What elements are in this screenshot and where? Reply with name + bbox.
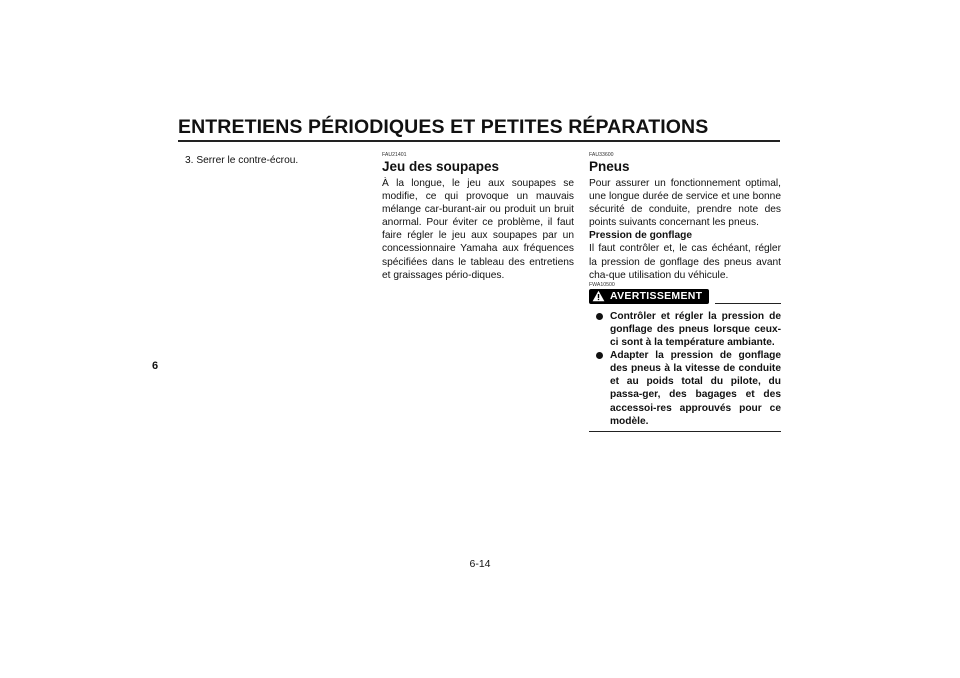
warning-ref-code: FWA10500 (589, 281, 615, 288)
warning-box (589, 282, 781, 432)
warning-header (589, 289, 781, 304)
warning-triangle-icon (592, 290, 605, 302)
page-number: 6-14 (469, 558, 491, 570)
warning-body (589, 307, 781, 432)
bullet-icon (596, 313, 603, 320)
section-body: À la longue, le jeu aux soupapes se modifie, ce qui provoque un mauvais mélange car-burant-air ou produit un bruit anormal. Pour éviter ce problème, il faut faire régler le jeu aux soupapes par un concessionnaire Yamaha aux fréquences spécifiées dans le tableau des entretiens et graissages pério-diques. (382, 178, 574, 281)
subsection-title: Pression de gonflage (589, 230, 693, 242)
section-title: Jeu des soupapes (382, 159, 500, 174)
chapter-tab: 6 (152, 360, 159, 372)
warning-label: AVERTISSEMENT (610, 289, 703, 302)
ref-code: FAU21401 (382, 152, 407, 158)
title-rule (178, 140, 780, 142)
section-intro: Pour assurer un fonctionnement optimal, une longue durée de service et une bonne sécurité de conduite, prendre note des points suivants concernant les pneus. (589, 178, 781, 229)
column-2 (382, 152, 574, 282)
column-3 (589, 152, 781, 432)
column-1 (185, 154, 377, 167)
section-title: Pneus (589, 159, 630, 174)
warning-rule (715, 303, 781, 304)
bullet-icon (596, 352, 603, 359)
warning-badge (589, 289, 709, 304)
warning-item: Adapter la pression de gonflage des pneus à la vitesse de conduite et au poids total du pilote, du passa-ger, des bagages et des accessoi-res approuvés pour ce modèle. (589, 349, 781, 428)
step-text: 3. Serrer le contre-écrou. (185, 155, 299, 166)
ref-code: FAU33600 (589, 152, 614, 158)
warning-item: Contrôler et régler la pression de gonflage des pneus lorsque ceux-ci sont à la température ambiante. (589, 310, 781, 349)
subsection-body: Il faut contrôler et, le cas échéant, régler la pression de gonflage des pneus avant cha-que utilisation du véhicule. (589, 243, 781, 281)
page-title: ENTRETIENS PÉRIODIQUES ET PETITES RÉPARATIONS (178, 116, 709, 138)
